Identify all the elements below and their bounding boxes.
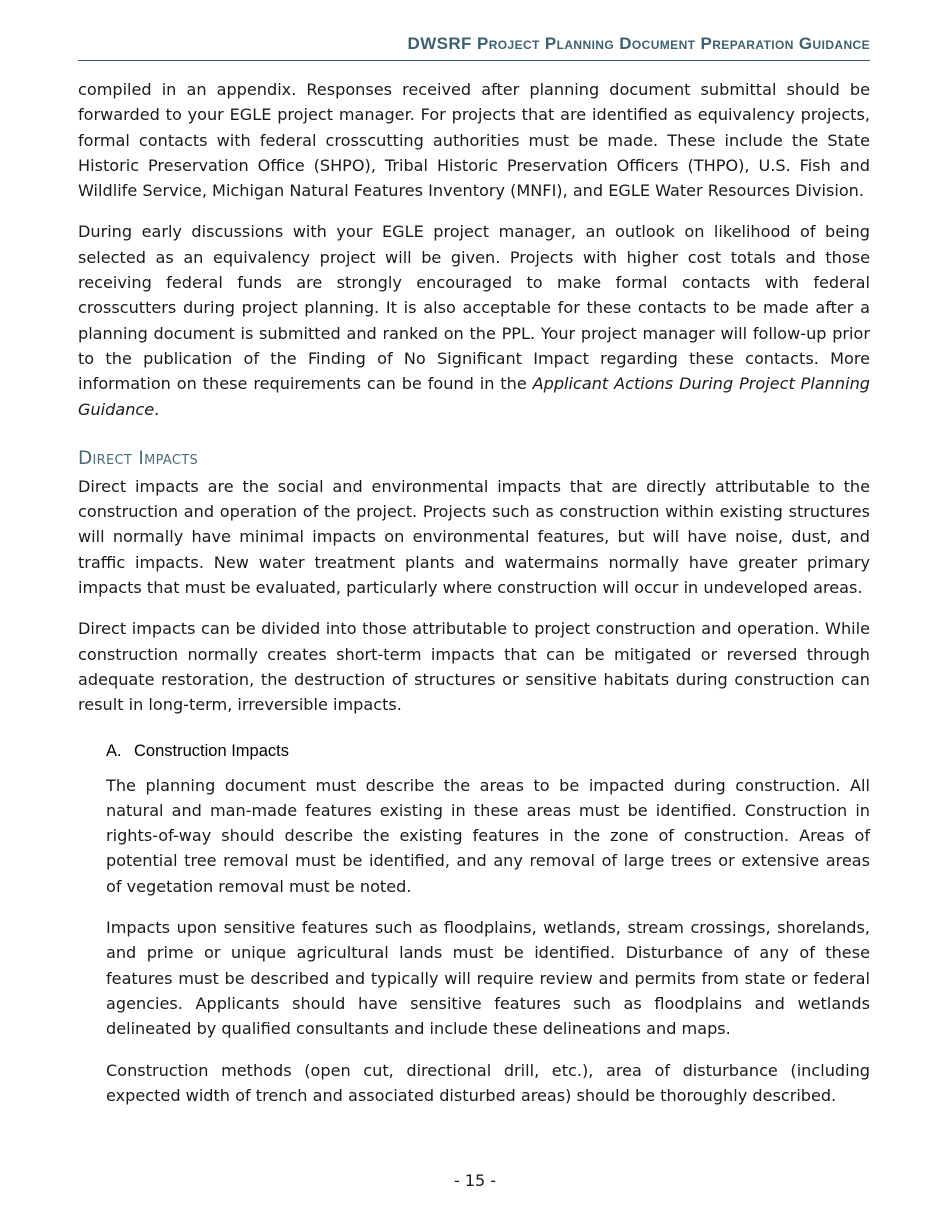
page-header [78,33,870,61]
construction-impacts-paragraph-1: The planning document must describe the areas to be impacted during construction. All natural and man-made features existing in these areas must be identified. Construction in rights-of-way should describe the existing features in the zone of construction. Areas of potential tree removal must be identified, and any removal of large trees or extensive areas of vegetation removal must be noted. [106,775,870,896]
guidance-reference: Applicant Actions During Project Planning Guidance [78,374,870,419]
subsection-title: Construction Impacts [134,741,289,760]
document-title: DWSRF Project Planning Document Preparation Guidance [407,34,870,53]
construction-impacts-paragraph-2: Impacts upon sensitive features such as floodplains, wetlands, stream crossings, shorelands, and prime or unique agricultural lands must be identified. Disturbance of any of these features must be described and typically will require review and permits from state or federal agencies. Applicants should have sensitive features such as floodplains and wetlands delineated by qualified consultants and include these delineations and maps. [106,918,870,1039]
subsection-letter: A. [106,741,122,760]
page-body [78,77,870,1124]
body-paragraph-2-text: During early discussions with your EGLE project manager, an outlook on likelihood of being selected as an equivalency project will be given. Projects with higher cost totals and those receiving federal funds are strongly encouraged to make formal contacts with federal crosscutters during project planning. It is also acceptable for these contacts to be made after a planning document is submitted and ranked on the PPL. Your project manager will follow-up prior to the publication of the Finding of No Significant Impact regarding these contacts. More information on these requirements can be found in the [78,222,870,394]
direct-impacts-paragraph-1: Direct impacts are the social and environmental impacts that are directly attributable to the construction and operation of the project. Projects such as construction within existing structures will normally have minimal impacts on environmental features, but will have noise, dust, and traffic impacts. New water treatment plants and watermains normally have greater primary impacts that must be evaluated, particularly where construction will occur in undeveloped areas. [78,476,870,598]
section-heading-direct-impacts: Direct Impacts [78,447,199,469]
body-paragraph-2-end: . [154,399,160,419]
direct-impacts-paragraph-2: Direct impacts can be divided into those attributable to project construction and operation. While construction normally creates short-term impacts that can be mitigated or reversed through adequate restoration, the destruction of structures or sensitive habitats during construction can result in long-term, irreversible impacts. [78,619,870,715]
subsection-heading-construction-impacts [106,740,870,762]
body-paragraph-1: compiled in an appendix. Responses received after planning document submittal should be forwarded to your EGLE project manager. For projects that are identified as equivalency projects, formal contacts with federal crosscutting authorities must be made. These include the State Historic Preservation Office (SHPO), Tribal Historic Preservation Officers (THPO), U.S. Fish and Wildlife Service, Michigan Natural Features Inventory (MNFI), and EGLE Water Resources Division. [78,80,870,201]
construction-impacts-paragraph-3: Construction methods (open cut, directional drill, etc.), area of disturbance (including expected width of trench and associated disturbed areas) should be thoroughly described. [106,1060,870,1105]
page-number: - 15 - [453,1171,497,1190]
body-paragraph-2 [78,219,870,421]
